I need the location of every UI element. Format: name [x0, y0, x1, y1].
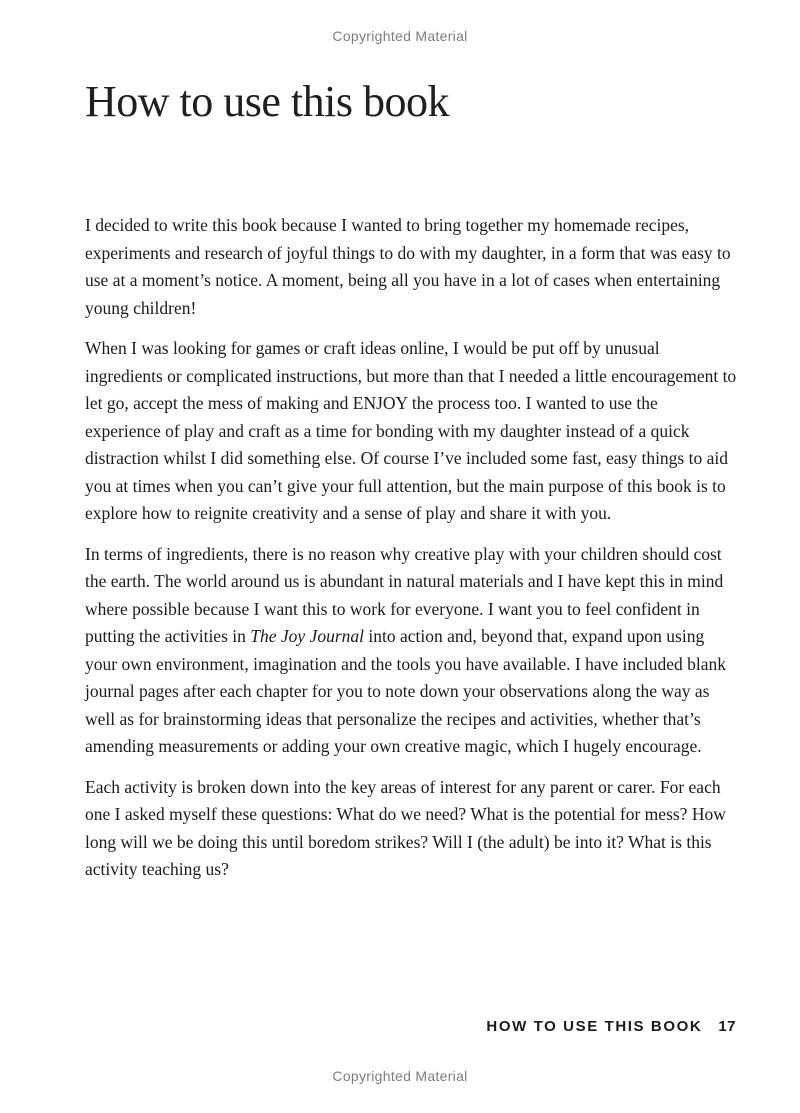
page-number: 17 [718, 1018, 736, 1035]
text-run: In terms of ingredients, there is no reason why creative play with your children should cost the earth. The world around us is abundant in natural materials and I have kept this in mind where possible because I want this to work for everyone. I want you to feel confident in putting the activities in [85, 543, 724, 647]
footer-chapter-label: HOW TO USE THIS BOOK [486, 1018, 703, 1035]
text-run: I decided to write this book because I wanted to bring together my homemade recipes, experiments and research of joyful things to do with my daughter, in a form that was easy to use at a moment’s notice. A moment, being all you have in a lot of cases when entertaining young children! [85, 215, 731, 318]
running-footer [486, 1018, 736, 1035]
text-run: When I was looking for games or craft ideas online, I would be put off by unusual ingredients or complicated instructions, but more than that I needed a little encouragement to let go, accept the mess of making and ENJOY the process too. I wanted to use the experience of play and craft as a time for bonding with my daughter instead of a quick distraction whilst I did something else. Of course I’ve included some fast, easy things to aid you at times when you can’t give your full attention, but the main purpose of this book is to explore how to reignite creativity and a sense of play and share it with you. [85, 338, 737, 524]
book-title-reference: The Joy Journal [250, 626, 364, 647]
copyright-notice-top: Copyrighted Material [332, 28, 468, 44]
text-run: Each activity is broken down into the key areas of interest for any parent or carer. For each one I asked myself these questions: What do we need? What is the potential for mess? How long will we be doing this until boredom strikes? Will I (the adult) be into it? What is this activity teaching us? [85, 776, 726, 880]
paragraph [85, 541, 737, 761]
page-title: How to use this book [85, 77, 449, 126]
copyright-notice-bottom: Copyrighted Material [332, 1068, 468, 1084]
paragraph [85, 335, 737, 528]
paragraph [85, 774, 737, 884]
body-text [85, 212, 737, 884]
text-run: into action and, beyond that, expand upon using your own environment, imagination and the tools you have available. I have included blank journal pages after each chapter for you to note down your observations along the way as well as for brainstorming ideas that personalize the recipes and activities, whether that’s amending measurements or adding your own creative magic, which I hugely encourage. [85, 626, 727, 757]
paragraph [85, 212, 737, 322]
